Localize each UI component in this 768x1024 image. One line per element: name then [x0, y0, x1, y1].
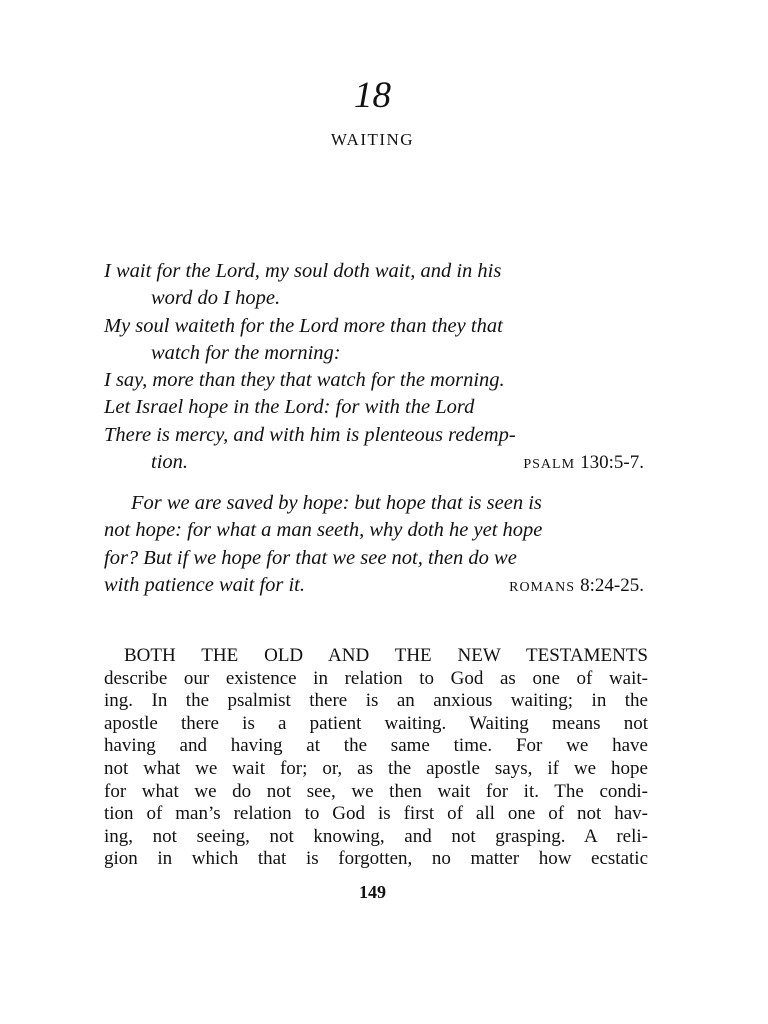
body-line: ing. In the psalmist there is an anxious waiting; in the — [104, 690, 648, 712]
body-line: for what we do not see, we then wait for it. The condi- — [104, 780, 648, 802]
chapter-number: 18 — [354, 75, 391, 116]
romans-citation — [509, 572, 644, 601]
epigraph-psalm — [104, 258, 644, 478]
romans-line-last — [104, 572, 644, 599]
psalm-line-text: tion. — [151, 451, 189, 474]
romans-line: not hope: for what a man seeth, why doth he yet hope — [104, 519, 543, 542]
psalm-line: word do I hope. — [151, 287, 281, 310]
psalm-line: I wait for the Lord, my soul doth wait, and in his — [104, 260, 502, 282]
body-line: tion of man’s relation to God is first of all one of not hav- — [104, 803, 648, 825]
chapter-title: WAITING — [330, 130, 415, 149]
body-line: gion in which that is forgotten, no matter how ecstatic — [104, 848, 648, 870]
body-line: apostle there is a patient waiting. Waiting means not — [104, 712, 648, 734]
body-line: having and having at the same time. For we have — [104, 735, 648, 757]
romans-line-text: with patience wait for it. — [104, 573, 306, 596]
psalm-citation — [523, 449, 644, 478]
psalm-line: I say, more than they that watch for the morning. — [104, 369, 505, 392]
body-line: not what we wait for; or, as the apostle says, if we hope — [104, 757, 648, 779]
epigraph-romans — [104, 490, 644, 601]
romans-citation-ref: 8:24-25. — [580, 574, 644, 596]
body-paragraph — [104, 645, 648, 871]
psalm-line: watch for the morning: — [151, 341, 341, 364]
page-number: 149 — [359, 882, 386, 902]
psalm-line: My soul waiteth for the Lord more than they that — [104, 314, 503, 337]
romans-line: for? But if we hope for that we see not, then do we — [104, 546, 517, 569]
romans-citation-book: ROMANS — [509, 579, 576, 595]
psalm-line-last — [104, 449, 644, 476]
psalm-citation-book: PSALM — [523, 457, 576, 473]
psalm-line: There is mercy, and with him is plenteous redemp- — [104, 423, 516, 446]
body-line: describe our existence in relation to God as one of wait- — [104, 667, 648, 689]
romans-line: For we are saved by hope: but hope that is seen is — [131, 492, 542, 514]
body-line: ing, not seeing, not knowing, and not grasping. A reli- — [104, 825, 648, 847]
body-line: BOTH THE OLD AND THE NEW TESTAMENTS — [124, 645, 648, 666]
psalm-line: Let Israel hope in the Lord: for with the Lord — [104, 396, 475, 419]
psalm-citation-ref: 130:5-7. — [580, 452, 644, 474]
